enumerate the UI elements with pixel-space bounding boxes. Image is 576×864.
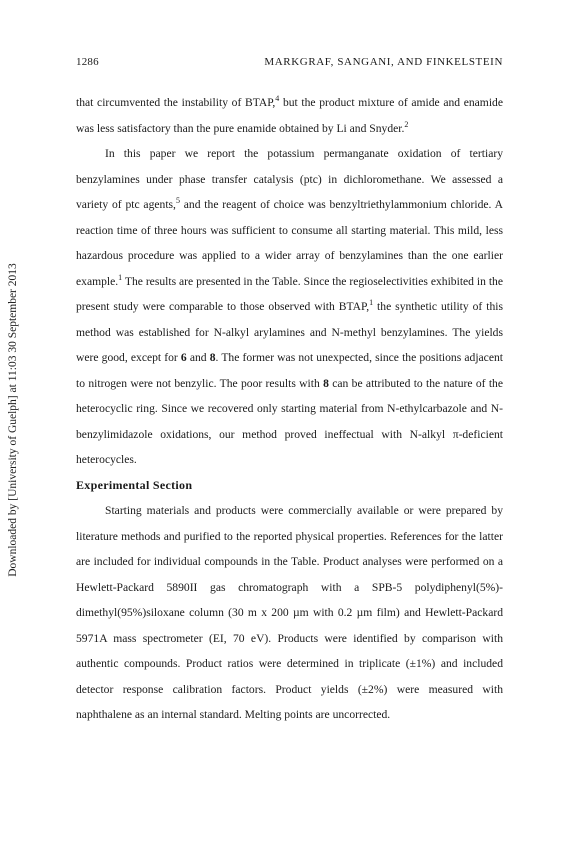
paragraph-3: Starting materials and products were commercially available or were prepared by literature methods and purified to the reported physical properties. References for the latter are included for individual compounds in the Table. Product analyses were performed on a Hewlett-Packard 5890II gas chromatograph with a SPB-5 polydiphenyl(5%)-dimethyl(95%)siloxane column (30 m x 200 µm with 0.2 µm film) and Hewlett-Packard 5971A mass spectrometer (EI, 70 eV). Products were identified by comparison with authentic compounds. Product ratios were determined in triplicate (±1%) and included detector response calibration factors. Product yields (±2%) were measured with naphthalene as an internal standard. Melting points are uncorrected. <box>76 504 503 721</box>
text-run: In this paper we report the potassium permanganate oxidation of tertiary benzylamines under phase transfer catalysis (ptc) in dichloromethane. We assessed a variety of ptc agents, <box>76 147 503 211</box>
reference-superscript: 1 <box>118 272 123 282</box>
reference-superscript: 5 <box>175 196 180 206</box>
article-body <box>76 90 503 728</box>
download-notice-text: Downloaded by [University of Guelph] at 11:03 30 September 2013 <box>7 263 19 577</box>
download-notice <box>6 140 20 700</box>
text-run: and the reagent of choice was benzyltriethylammonium chloride. A reaction time of three hours was sufficient to consume all starting material. This mild, less hazardous procedure was applied to a wider array of benzylamines than the one earlier example. <box>76 198 503 288</box>
text-run: The results are presented in the Table. Since the regioselectivities exhibited in the present study were comparable to those observed with BTAP, <box>76 274 503 313</box>
page-number: 1286 <box>76 56 99 68</box>
reference-superscript: 4 <box>275 94 280 104</box>
compound-number: 8 <box>209 351 216 364</box>
text-run: can be attributed to the nature of the heterocyclic ring. Since we recovered only starting material from N-ethylcarbazole and N-benzylimidazole oxidations, our method proved ineffectual with N-alkyl π-deficient heterocycles. <box>76 376 503 466</box>
text-run: that circumvented the instability of BTAP, <box>76 96 276 109</box>
paragraph-1 <box>76 90 503 141</box>
reference-superscript: 2 <box>404 119 409 129</box>
text-run: . The former was not unexpected, since the positions adjacent to nitrogen were not benzylic. The poor results with <box>76 351 503 390</box>
compound-number: 6 <box>180 351 187 364</box>
text-run: and <box>186 351 210 364</box>
reference-superscript: 1 <box>369 298 374 308</box>
section-heading: Experimental Section <box>76 477 193 492</box>
running-title: MARKGRAF, SANGANI, AND FINKELSTEIN <box>264 56 503 68</box>
text-run: the synthetic utility of this method was established for N-alkyl arylamines and N-methyl benzylamines. The yields were good, except for <box>76 300 504 364</box>
compound-number: 8 <box>323 376 329 390</box>
text-run: but the product mixture of amide and enamide was less satisfactory than the pure enamide obtained by Li and Snyder. <box>76 96 503 135</box>
paragraph-2 <box>76 141 503 473</box>
